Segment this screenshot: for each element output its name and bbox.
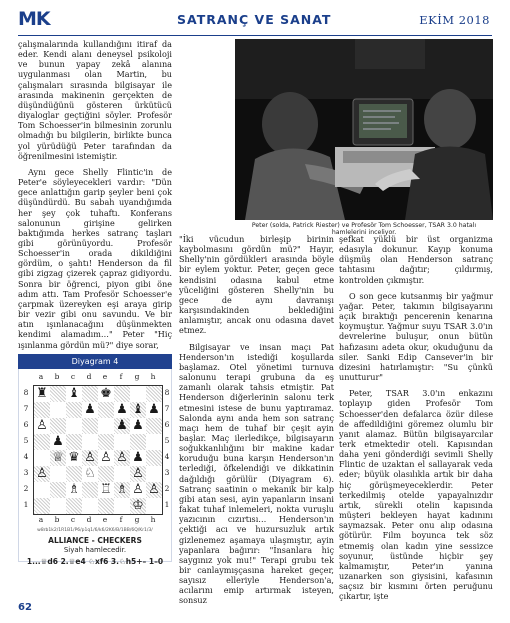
board-square xyxy=(50,386,66,402)
board-square xyxy=(66,450,82,466)
column-2-text xyxy=(179,234,334,606)
chess-piece: ♙ xyxy=(36,418,48,433)
file-label: h xyxy=(150,372,156,381)
file-label: d xyxy=(86,372,92,381)
chess-piece: ♙ xyxy=(116,450,128,465)
chess-piece: ♘ xyxy=(84,466,96,481)
magazine-logo: MK xyxy=(18,8,50,30)
file-label: d xyxy=(86,515,92,524)
rank-label: 4 xyxy=(164,452,170,461)
board-square xyxy=(50,418,66,434)
board-square xyxy=(114,466,130,482)
chess-piece: ♟ xyxy=(52,434,64,449)
board-square xyxy=(146,466,162,482)
chess-piece: ♟ xyxy=(116,418,128,433)
board-square xyxy=(50,450,66,466)
board-square xyxy=(98,418,114,434)
rank-label: 6 xyxy=(164,420,170,429)
file-label: a xyxy=(38,515,44,524)
board-square xyxy=(82,434,98,450)
board-square xyxy=(34,434,50,450)
board-square xyxy=(82,466,98,482)
board-square xyxy=(82,386,98,402)
board-square xyxy=(146,498,162,514)
rank-label: 8 xyxy=(164,388,170,397)
file-label: e xyxy=(102,515,108,524)
chess-piece: ♝ xyxy=(132,402,144,417)
board-square xyxy=(98,498,114,514)
photo-caption: Peter (solda, Patrick Riester) ve Profesör Tom Schoesser, TSAR 3.0 hatalı hamlelerini inceliyor. xyxy=(251,222,477,236)
rank-label: 1 xyxy=(164,500,170,509)
paragraph: Aynı gece Shelly Flintic'in de Peter'e söyleyecekleri vardır: "Dün gece anlattığın garip şeyler beni çok düşündürdü. Bu sabah uyandığımda her şey çok tuhaftı. Konferans salonunun girişine gelirken baktığımda herkes satranç taşları gibi görünüyordu. Profesör Schoesser'in orada dikildiğini gördüm, o şahtı! Henderson da fil gibi zigzag çizerek çapraz gidiyordu. Sonra bir öğrenci, piyon gibi öne adım attı. Tam Profesör Schoesser'e çarpmak üzereyken eşi araya girip bir vezir gibi onu savundu. Ve bir atın ışınlanacağını düşünmekten kendimi alamadım…" Peter "Hiç ışınlanma gördün mü?" diye sorar, xyxy=(18,166,172,350)
film-still-photo xyxy=(235,39,493,220)
chess-piece: ♙ xyxy=(84,450,96,465)
chess-piece: ♙ xyxy=(100,450,112,465)
paragraph: Bilgisayar ve insan maçı Pat Henderson'ın istediği koşullarda başlamaz. Otel yönetimi turnuva salonunu terapi grubuna da eş zamanlı olarak tahsis etmiştir. Pat Henderson diğerlerinin salonu terk etmesini istese de bunu yaptıramaz. Salonda aynı anda hem son satranç maçı hem de tuhaf bir çeşit ayin başlar. Maç ilerledikçe, bilgisayarın soğukkanlılığını bir makine kadar koruduğu buna karşın Henderson'ın terlediği, öfkelendiği ve dikkatinin dağıldığı görülür (Diyagram 6). Satranç saatinin o mekanik bir kalp gibi atan sesi, ayin yapanların insani fakat tuhaf inlemeleri, nokta vuruşlu yazıcının cızırtısı… Henderson'ın çektiği acı ve huzursuzluk artık gizlenemez aşamaya ulaşmıştır, ayin yapanlara bağırır: "İnsanlara hiç saygınız yok mu!" Terapi grubu tek bir canlaymışçasına hareket geçer, sayısız elleriyle Henderson'a, acılarını emip artırmak isteyen, sonsuz xyxy=(179,341,334,606)
board-square xyxy=(50,466,66,482)
file-label: b xyxy=(54,515,60,524)
board-square xyxy=(130,450,146,466)
file-label: a xyxy=(38,372,44,381)
page-header xyxy=(0,0,510,42)
page-number: 62 xyxy=(18,602,32,613)
chess-piece: ♛ xyxy=(68,450,80,465)
board-square xyxy=(146,418,162,434)
board-square xyxy=(82,402,98,418)
board-square xyxy=(34,450,50,466)
chess-piece: ♖ xyxy=(100,482,112,497)
board-square xyxy=(66,418,82,434)
paragraph: şefkat yüklü bir üst organizma edasıyla dokunur. Kayıp konuma düşmüş olan Henderson satranç tahtasını dağıtır; çıldırmış, kontrolden çıkmıştır. xyxy=(339,234,493,285)
rank-labels-right xyxy=(163,385,171,513)
board-square xyxy=(146,482,162,498)
rank-label: 5 xyxy=(164,436,170,445)
board-square xyxy=(34,482,50,498)
file-label: h xyxy=(150,515,156,524)
rank-label: 5 xyxy=(23,436,29,445)
diagram-title: Diyagram 4 xyxy=(18,354,172,369)
board-square xyxy=(130,402,146,418)
board-square xyxy=(50,498,66,514)
board-square xyxy=(66,482,82,498)
chess-piece: ♙ xyxy=(132,482,144,497)
board-square xyxy=(98,434,114,450)
rank-labels-left xyxy=(22,385,30,513)
board-square xyxy=(114,402,130,418)
section-title: SATRANÇ VE SANAT xyxy=(177,12,332,27)
board-square xyxy=(66,498,82,514)
board-square xyxy=(98,466,114,482)
file-label: f xyxy=(119,372,123,381)
paragraph: "İki vücudun birleşip birinin kaybolmasını gördün mü?" Hayır, Shelly'nin gördükleri arasında böyle bir eylem yoktur. Peter, geçen gece kendisini odasına kabul etme yüceliğini gösteren Shelly'nin bu gece de aynı davranışı karşısındakinden beklediğini anlamıştır, ancak onu odasına davet etmez. xyxy=(179,234,334,336)
rank-label: 6 xyxy=(23,420,29,429)
board-square xyxy=(130,482,146,498)
board-square xyxy=(146,434,162,450)
board-square xyxy=(98,386,114,402)
board-square xyxy=(114,386,130,402)
file-label: b xyxy=(54,372,60,381)
column-3-text xyxy=(339,234,493,601)
board-square xyxy=(34,402,50,418)
board-square xyxy=(130,498,146,514)
board-square xyxy=(130,466,146,482)
board-square xyxy=(98,482,114,498)
board-square xyxy=(82,482,98,498)
file-label: f xyxy=(119,515,123,524)
chess-piece: ♟ xyxy=(84,402,96,417)
chess-piece: ♟ xyxy=(148,402,160,417)
chess-piece: ♟ xyxy=(116,402,128,417)
chess-board xyxy=(33,385,163,515)
rank-label: 7 xyxy=(23,404,29,413)
chess-piece: ♟ xyxy=(132,450,144,465)
file-label: g xyxy=(134,372,140,381)
diagram-solution: 1...♕d6 2.♕e4 ♘xf6 3.♘h5+– 1–0 xyxy=(26,557,164,566)
board-square xyxy=(114,418,130,434)
rank-label: 3 xyxy=(164,468,170,477)
chess-piece: ♕ xyxy=(52,450,64,465)
board-square xyxy=(66,466,82,482)
chess-piece: ♙ xyxy=(132,466,144,481)
board-square xyxy=(130,418,146,434)
board-square xyxy=(130,434,146,450)
chess-piece: ♗ xyxy=(116,482,128,497)
diagram-game-title: ALLIANCE - CHECKERS xyxy=(48,536,142,545)
board-square xyxy=(50,402,66,418)
board-square xyxy=(82,418,98,434)
rank-label: 7 xyxy=(164,404,170,413)
board-square xyxy=(130,386,146,402)
board-square xyxy=(82,498,98,514)
chess-piece: ♟ xyxy=(132,418,144,433)
paragraph: O son gece kutsanmış bir yağmur yağar. Peter, takımın bilgisayarını açık bıraktığı pencerenin kenarına koymuştur. Yağmur suyu TSAR 3.0'ın devrelerine buluşur, onun bütün hafızasını adeta okur, okuduğunu da siler. Sanki Edip Cansever'in bir dizesini hatırlamıştır: "Su çünkü unutturur" xyxy=(339,290,493,383)
board-square xyxy=(114,450,130,466)
board-square xyxy=(34,466,50,482)
chess-piece: ♙ xyxy=(148,482,160,497)
chess-piece: ♔ xyxy=(132,498,144,513)
board-square xyxy=(34,418,50,434)
board-square xyxy=(114,434,130,450)
chess-piece: ♝ xyxy=(68,386,80,401)
board-square xyxy=(66,434,82,450)
rank-label: 4 xyxy=(23,452,29,461)
chess-piece: ♗ xyxy=(68,482,80,497)
board-square xyxy=(146,450,162,466)
board-square xyxy=(146,386,162,402)
file-label: c xyxy=(70,515,76,524)
file-label: e xyxy=(102,372,108,381)
board-square xyxy=(34,498,50,514)
column-1-text xyxy=(18,39,172,350)
chess-piece: ♙ xyxy=(36,466,48,481)
chess-piece: ♚ xyxy=(100,386,112,401)
file-label: c xyxy=(70,372,76,381)
board-square xyxy=(34,386,50,402)
chess-piece: ♜ xyxy=(36,386,48,401)
board-square xyxy=(114,482,130,498)
paragraph: Peter, TSAR 3.0'ın enkazını toplayıp giden Profesör Tom Schoesser'den defalarca özür dilese de affedildiğini göremez olumlu bir yanıt alamaz. Bütün bilgisayarcılar terk etmektedir oteli. Kapısından daha yeni gönderdiği sevimli Shelly Flintic de uzaktan el sallayarak veda eder; büyük olasılıkla artık bir daha hiç görüşmeyeceklerdir. Peter terkedilmiş otelde yapayalnızdır artık, sürekli otelin kapısında müşteri bekleyen hayat kadınını saymazsak. Peter onu alıp odasına götürür. Film boyunca tek söz etmemiş olan kadın yine sessizce soyunur, üstünde hiçbir şey kalmamıştır, Peter'ın yanına uzanarken son giysisini, kafasının saçsız bir kısmını örten peruğunu çıkartır, işte xyxy=(339,388,493,602)
board-square xyxy=(66,402,82,418)
rank-label: 1 xyxy=(23,500,29,509)
issue-date: EKİM 2018 xyxy=(419,13,490,27)
diagram-to-move: Siyah hamlecedir. xyxy=(63,546,127,554)
board-square xyxy=(146,402,162,418)
header-rule xyxy=(18,35,492,36)
rank-label: 2 xyxy=(164,484,170,493)
rank-label: 2 xyxy=(23,484,29,493)
board-square xyxy=(50,434,66,450)
board-square xyxy=(98,402,114,418)
file-labels-top xyxy=(33,372,161,381)
board-square xyxy=(98,450,114,466)
file-labels-bottom xyxy=(33,515,161,524)
board-square xyxy=(82,450,98,466)
board-square xyxy=(114,498,130,514)
rank-label: 3 xyxy=(23,468,29,477)
paragraph: çalışmalarında kullandığını itiraf da eder. Kendi alanı deneysel psikoloji ve bunun yapay zekâ alanına uygulanması olan Martin, bu çalışmaları sırasında bilgisayar ile arasında makinenin gerçekten de düşündüğünü gösteren ürkütücü diyaloglar geçtiğini söyler. Profesör Tom Schoesser'in bilmesinin zorunlu olmadığı bu bilgilerin, birlikte bunca yol yürüdüğü Peter tarafından da öğrenilmesini istemiştir. xyxy=(18,39,172,161)
diagram-fen-text: w8rb1k2/1R1B1/P6/p1q1/6/k6/2K6/B/1BB/6Q/Kr1/3/ xyxy=(37,528,153,533)
rank-label: 8 xyxy=(23,388,29,397)
file-label: g xyxy=(134,515,140,524)
board-square xyxy=(66,386,82,402)
board-square xyxy=(50,482,66,498)
